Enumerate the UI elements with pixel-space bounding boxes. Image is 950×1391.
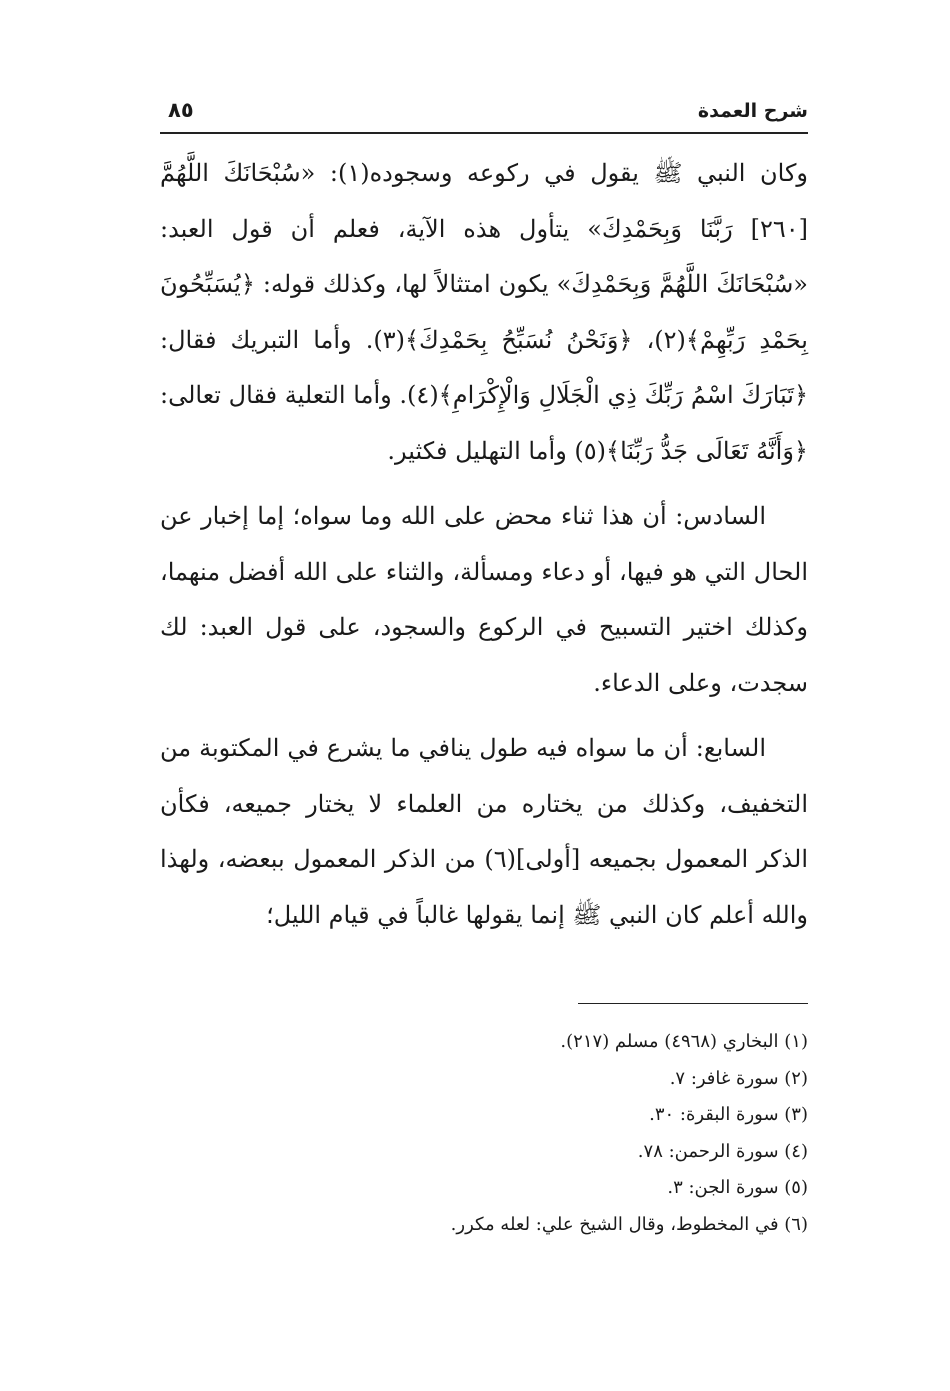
footnote-5: (٥) سورة الجن: ٣. (667, 1177, 808, 1198)
paragraph-2: السادس: أن هذا ثناء محض على الله وما سواه؛ إما إخبار عن الحال التي هو فيها، أو دعاء ومسألة، والثناء على الله أفضل منهما، وكذلك اختير التسبيح في الركوع والسجود، على قول العبد: لك سجدت، وعلى الدعاء. (160, 502, 808, 697)
header-rule (160, 132, 808, 134)
footnote-4: (٤) سورة الرحمن: ٧٨. (637, 1140, 808, 1162)
running-title: شرح العمدة (697, 100, 808, 122)
footnote-1: (١) البخاري (٤٩٦٨) مسلم (٢١٧). (560, 1031, 808, 1052)
footnotes (160, 1024, 808, 1243)
running-head (160, 96, 808, 130)
footnote-6: (٦) في المخطوط، وقال الشيخ علي: لعله مكرر. (450, 1213, 808, 1235)
footnote-3: (٣) سورة البقرة: ٣٠. (649, 1104, 808, 1125)
page-number: ٨٥ (168, 98, 194, 122)
paragraph-1: وكان النبي ﷺ يقول في ركوعه وسجوده(١): «سُبْحَانَكَ اللَّهُمَّ [٢٦٠] رَبَّنَا وَبِحَمْدِكَ» يتأول هذه الآية، فعلم أن قول العبد: «سُبْحَانَكَ اللَّهُمَّ وَبِحَمْدِكَ» يكون امتثالاً لها، وكذلك قوله: ﴿يُسَبِّحُونَ بِحَمْدِ رَبِّهِمْ﴾(٢)، ﴿وَنَحْنُ نُسَبِّحُ بِحَمْدِكَ﴾(٣). وأما التبريك فقال: ﴿تَبَارَكَ اسْمُ رَبِّكَ ذِي الْجَلَالِ وَالْإِكْرَامِ﴾(٤). وأما التعلية فقال تعالى: ﴿وَأَنَّهُ تَعَالَى جَدُّ رَبِّنَا﴾(٥) وأما التهليل فكثير. (160, 159, 809, 465)
footnote-2: (٢) سورة غافر: ٧. (669, 1067, 808, 1089)
footnote-separator (578, 1003, 808, 1004)
main-text (160, 146, 808, 943)
paragraph-3: السابع: أن ما سواه فيه طول ينافي ما يشرع في المكتوبة من التخفيف، وكذلك من يختاره من العلماء لا يختار جميعه، فكأن الذكر المعمول بجميعه [أولى](٦) من الذكر المعمول ببعضه، ولهذا والله أعلم كان النبي ﷺ إنما يقولها غالباً في قيام الليل؛ (160, 734, 808, 929)
